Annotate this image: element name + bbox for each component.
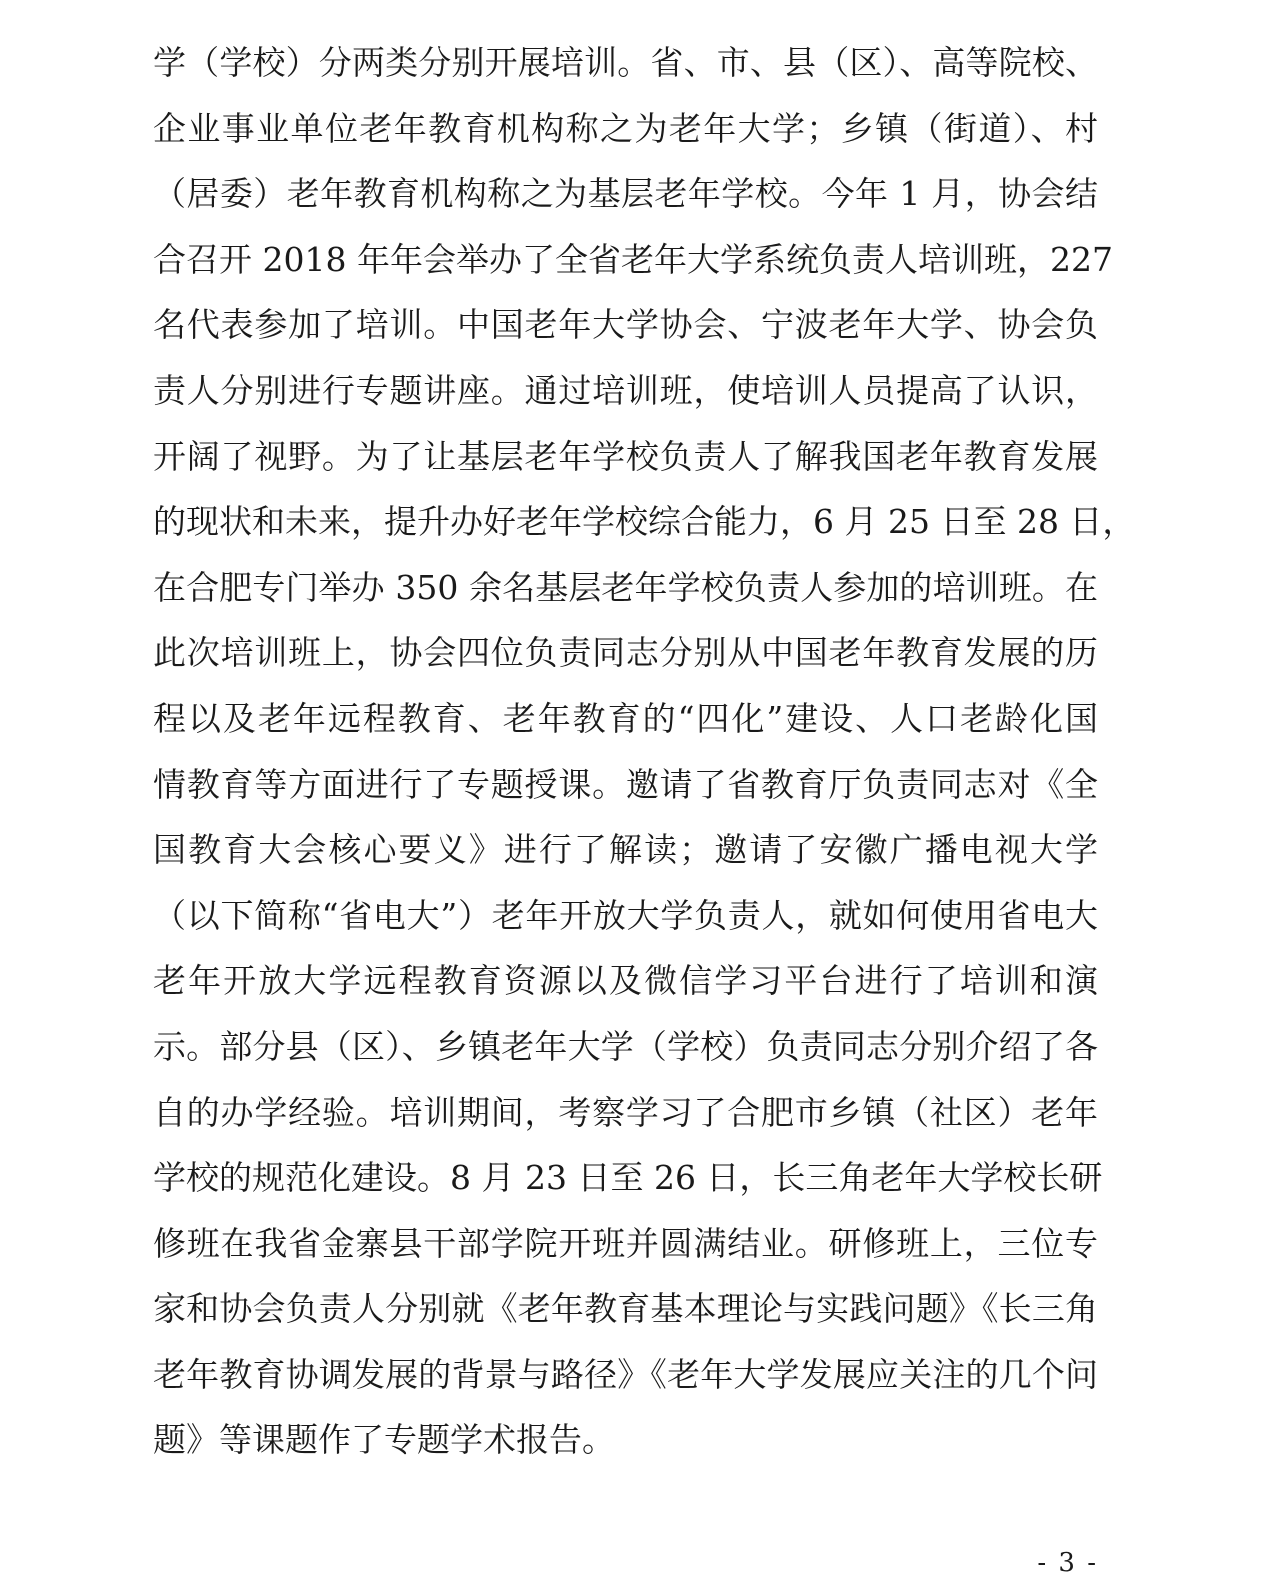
text-line: 企业事业单位老年教育机构称之为老年大学；乡镇（街道）、村 [153,108,1098,148]
text-line: 的现状和未来，提升办好老年学校综合能力，6 月 25 日至 28 日， [153,502,1136,542]
text-line: 学（学校）分两类分别开展培训。省、市、县（区）、高等院校、 [153,43,1098,82]
text-line-last: 题》等课题作了专题学术报告。 [153,1420,615,1460]
text-line: 国教育大会核心要义》进行了解读；邀请了安徽广播电视大学 [153,830,1098,870]
text-line: 情教育等方面进行了专题授课。邀请了省教育厅负责同志对《全 [153,764,1098,804]
text-line: （以下简称“省电大”）老年开放大学负责人，就如何使用省电大 [153,895,1098,935]
text-line: 名代表参加了培训。中国老年大学协会、宁波老年大学、协会负 [153,305,1098,345]
text-line: 程以及老年远程教育、老年教育的“四化”建设、人口老龄化国 [153,698,1098,738]
text-line: 合召开 2018 年年会举办了全省老年大学系统负责人培训班，227 [153,239,1113,279]
text-line: 老年教育协调发展的背景与路径》《老年大学发展应关注的几个问 [153,1354,1098,1394]
body-text [153,30,1136,1473]
page-number: - 3 - [1037,1548,1098,1578]
text-line: 学校的规范化建设。8 月 23 日至 26 日，长三角老年大学校长研 [153,1158,1103,1198]
text-line: 在合肥专门举办 350 余名基层老年学校负责人参加的培训班。在 [153,567,1098,607]
text-line: 老年开放大学远程教育资源以及微信学习平台进行了培训和演 [153,961,1098,1001]
text-line: （居委）老年教育机构称之为基层老年学校。今年 1 月，协会结 [153,174,1098,214]
text-line: 开阔了视野。为了让基层老年学校负责人了解我国老年教育发展 [153,436,1098,476]
text-line: 家和协会负责人分别就《老年教育基本理论与实践问题》《长三角 [153,1289,1098,1329]
text-line: 示。部分县（区）、乡镇老年大学（学校）负责同志分别介绍了各 [153,1026,1098,1066]
text-line: 责人分别进行专题讲座。通过培训班，使培训人员提高了认识， [153,370,1098,410]
text-line: 此次培训班上，协会四位负责同志分别从中国老年教育发展的历 [153,633,1098,673]
text-line: 自的办学经验。培训期间，考察学习了合肥市乡镇（社区）老年 [153,1092,1098,1132]
text-line: 修班在我省金寨县干部学院开班并圆满结业。研修班上，三位专 [153,1223,1098,1263]
